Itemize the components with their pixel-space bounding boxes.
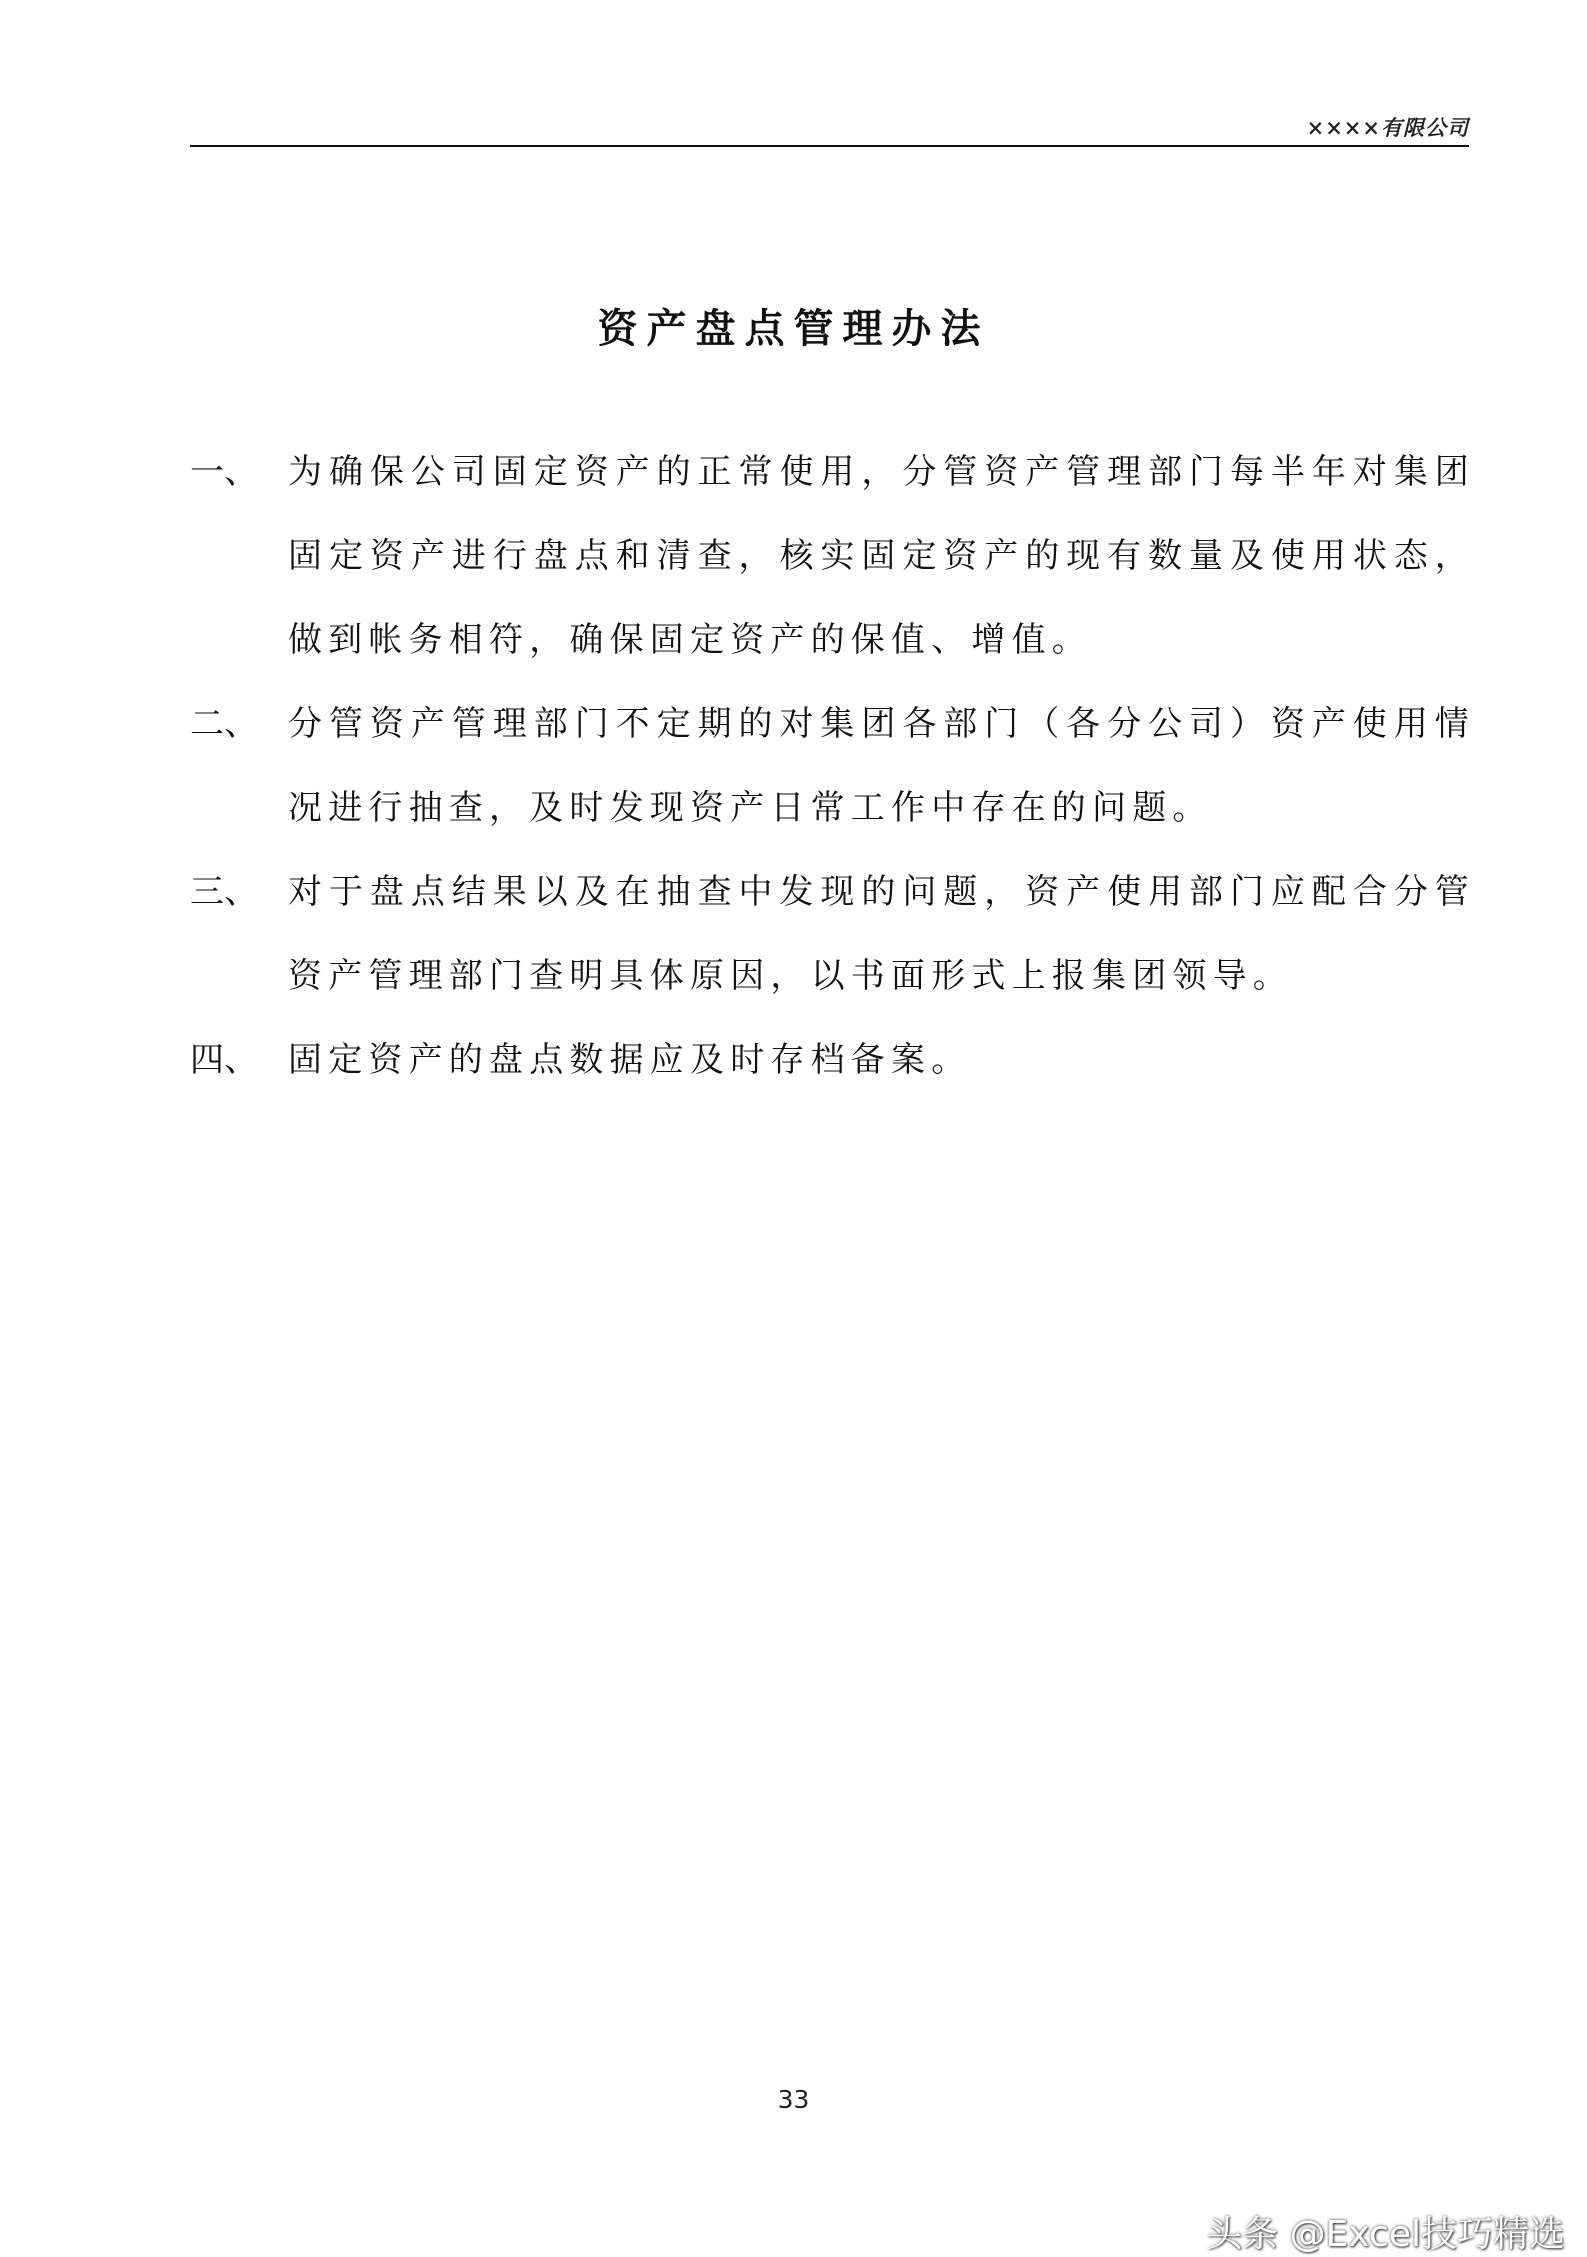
header-divider	[190, 145, 1469, 147]
clause-2	[190, 682, 1475, 850]
clause-list	[190, 430, 1475, 1102]
clause-marker: 一、	[190, 452, 258, 492]
document-title: 资产盘点管理办法	[597, 305, 990, 352]
watermark: 头条 @Excel技巧精选	[1206, 2214, 1565, 2255]
clause-marker: 四、	[190, 1040, 258, 1080]
clause-marker: 二、	[190, 704, 258, 744]
clause-text: 分管资产管理部门不定期的对集团各部门（各分公司）资产使用情况进行抽查，及时发现资产日常工作中存在的问题。	[288, 704, 1475, 828]
clause-text: 对于盘点结果以及在抽查中发现的问题，资产使用部门应配合分管资产管理部门查明具体原因，以书面形式上报集团领导。	[288, 872, 1475, 996]
clause-3	[190, 850, 1475, 1018]
header-company-name: ××××有限公司	[1306, 115, 1469, 140]
clause-1	[190, 430, 1475, 682]
clause-marker: 三、	[190, 872, 258, 912]
clause-text: 为确保公司固定资产的正常使用，分管资产管理部门每半年对集团固定资产进行盘点和清查，核实固定资产的现有数量及使用状态，做到帐务相符，确保固定资产的保值、增值。	[288, 452, 1475, 660]
clause-4	[190, 1018, 1475, 1102]
page-number: 33	[777, 2085, 810, 2114]
clause-text: 固定资产的盘点数据应及时存档备案。	[288, 1040, 972, 1080]
